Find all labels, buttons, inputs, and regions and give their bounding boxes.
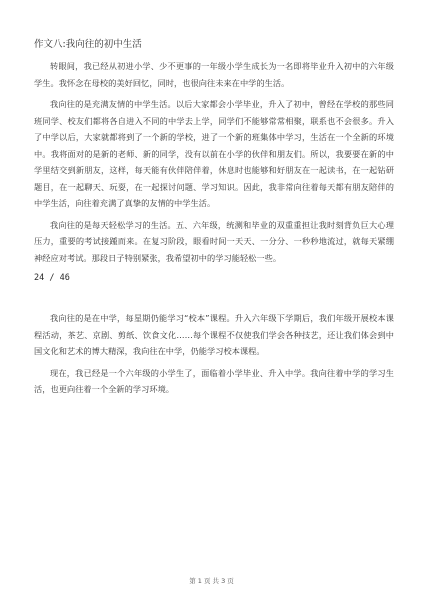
paragraph-study: 我向往的是每天轻松学习的生活。五、六年级，统测和毕业的双重重担让我时刻背负巨大心理压力，重要的考试接踵而来。在复习阶段，眼看时间一天天、一分分、一秒秒地流过，就每天紧绷神经应对考试。那段日子特别紧张，我希望初中的学习能轻松一些。 xyxy=(34,219,394,263)
paragraph-intro: 转眼间，我已经从初进小学、少不更事的一年级小学生成长为一名即将毕业升入初中的六年级学生。我怀念在母校的美好回忆，同时，也很向往未来在中学的生活。 xyxy=(34,61,394,88)
paragraph-school-course: 我向往的是在中学，每星期仍能学习“校本”课程。升入六年级下学期后，我们年级开展校本课程活动，茶艺、京剧、剪纸、饮食文化……每个课程不仅使我们学会各种技艺，还让我们体会到中国文化和艺术的博大精深，我向往在中学，仍能学习校本课程。 xyxy=(34,313,394,356)
paragraph-friendship: 我向往的是充满友情的中学生活。以后大家都会小学毕业，升入了初中，曾经在学校的那些同班同学、校友们都将各自进入不同的中学去上学，同学们不能够常常相聚，联系也不会很多。升入了中学以后，大家就都将到了一个新的学校，进了一个新的班集体中学习，生活在一个全新的环境中。我将面对的是新的老师、新的同学，没有以前在小学的伙伴和朋友们。所以，我要要在新的中学里结交到新朋友，这样，每天能有伙伴陪伴着，休息时也能够和好朋友在一起读书，在一起钻研题目，在一起聊天、玩耍，在一起探讨问题、学习知识。因此，我非常向往着每天都有朋友陪伴的中学生活，向往着充满了真挚的友情的中学生活。 xyxy=(34,99,394,208)
paragraph-conclusion: 现在，我已经是一个六年级的小学生了，面临着小学毕业、升入中学。我向往着中学的学习生活，也更向往着一个全新的学习环境。 xyxy=(34,367,394,394)
page-marker: 24 / 46 xyxy=(34,273,70,283)
page-footer: 第 1 页 共 3 页 xyxy=(189,577,234,585)
document-body xyxy=(34,37,394,403)
essay-title: 作文八:我向往的初中生活 xyxy=(34,39,142,50)
